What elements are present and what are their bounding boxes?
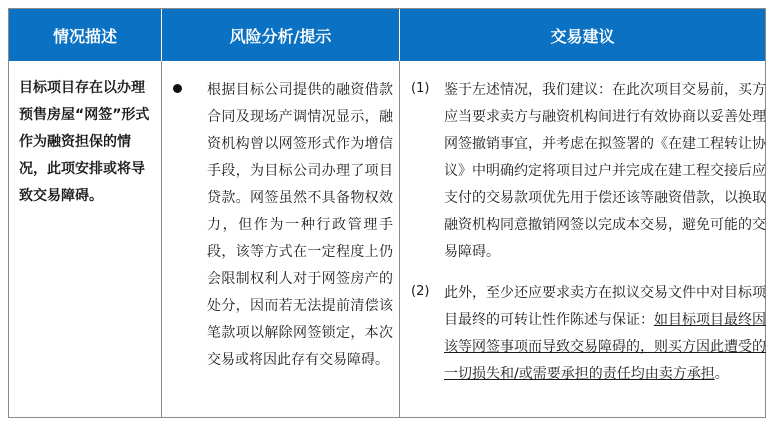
header-transaction-advice: 交易建议 xyxy=(399,9,765,61)
suggestion-end-punctuation: 。 xyxy=(714,366,729,382)
risk-analysis-text: 根据目标公司提供的融资借款合同及现场产调情况显示，融资机构曾以网签形式作为增信手段，为目标公司办理了项目贷款。网签虽然不具备物权效力，但作为一种行政管理手段，该等方式在一定程度上仍会限制权利人对于网签房产的处分，因而若无法提前清偿该笔款项以解除网签锁定，本次交易或将因此存有交易障碍。 xyxy=(207,82,393,368)
suggestion-underlined-text: 如目标项目最终因该等网签事项而导致交易障碍的，则买方因此遭受的一切损失和/或需要承担的责任均由卖方承担 xyxy=(444,312,766,382)
suggestion-number: (2) xyxy=(411,284,430,299)
advice-table xyxy=(8,8,766,418)
suggestion-number: (1) xyxy=(411,81,430,96)
suggestion-text: 鉴于左述情况，我们建议：在此次项目交易前，买方应当要求卖方与融资机构间进行有效协商以妥善处理网签撤销事宜，并考虑在拟签署的《在建工程转让协议》中明确约定将项目过户并完成在建工程交接后应支付的交易款项优先用于偿还该等融资借款，以换取融资机构同意撤销网签以完成本交易，避免可能的交易障碍。 xyxy=(444,82,766,260)
column-divider xyxy=(161,61,162,417)
situation-text: 目标项目存在以办理预售房屋“网签”形式作为融资担保的情况，此项安排或将导致交易障碍。 xyxy=(19,80,150,204)
bullet-icon xyxy=(173,84,182,93)
column-divider xyxy=(399,61,400,417)
suggestion-text-2 xyxy=(444,280,766,388)
header-situation: 情况描述 xyxy=(52,26,117,46)
header-risk-analysis: 风险分析/提示 xyxy=(161,9,399,61)
suggestion-plain-text: 此外，至少还应要求卖方在拟议交易文件中对目标项目最终的可转让性作陈述与保证： xyxy=(444,285,766,328)
table-header xyxy=(9,9,765,61)
